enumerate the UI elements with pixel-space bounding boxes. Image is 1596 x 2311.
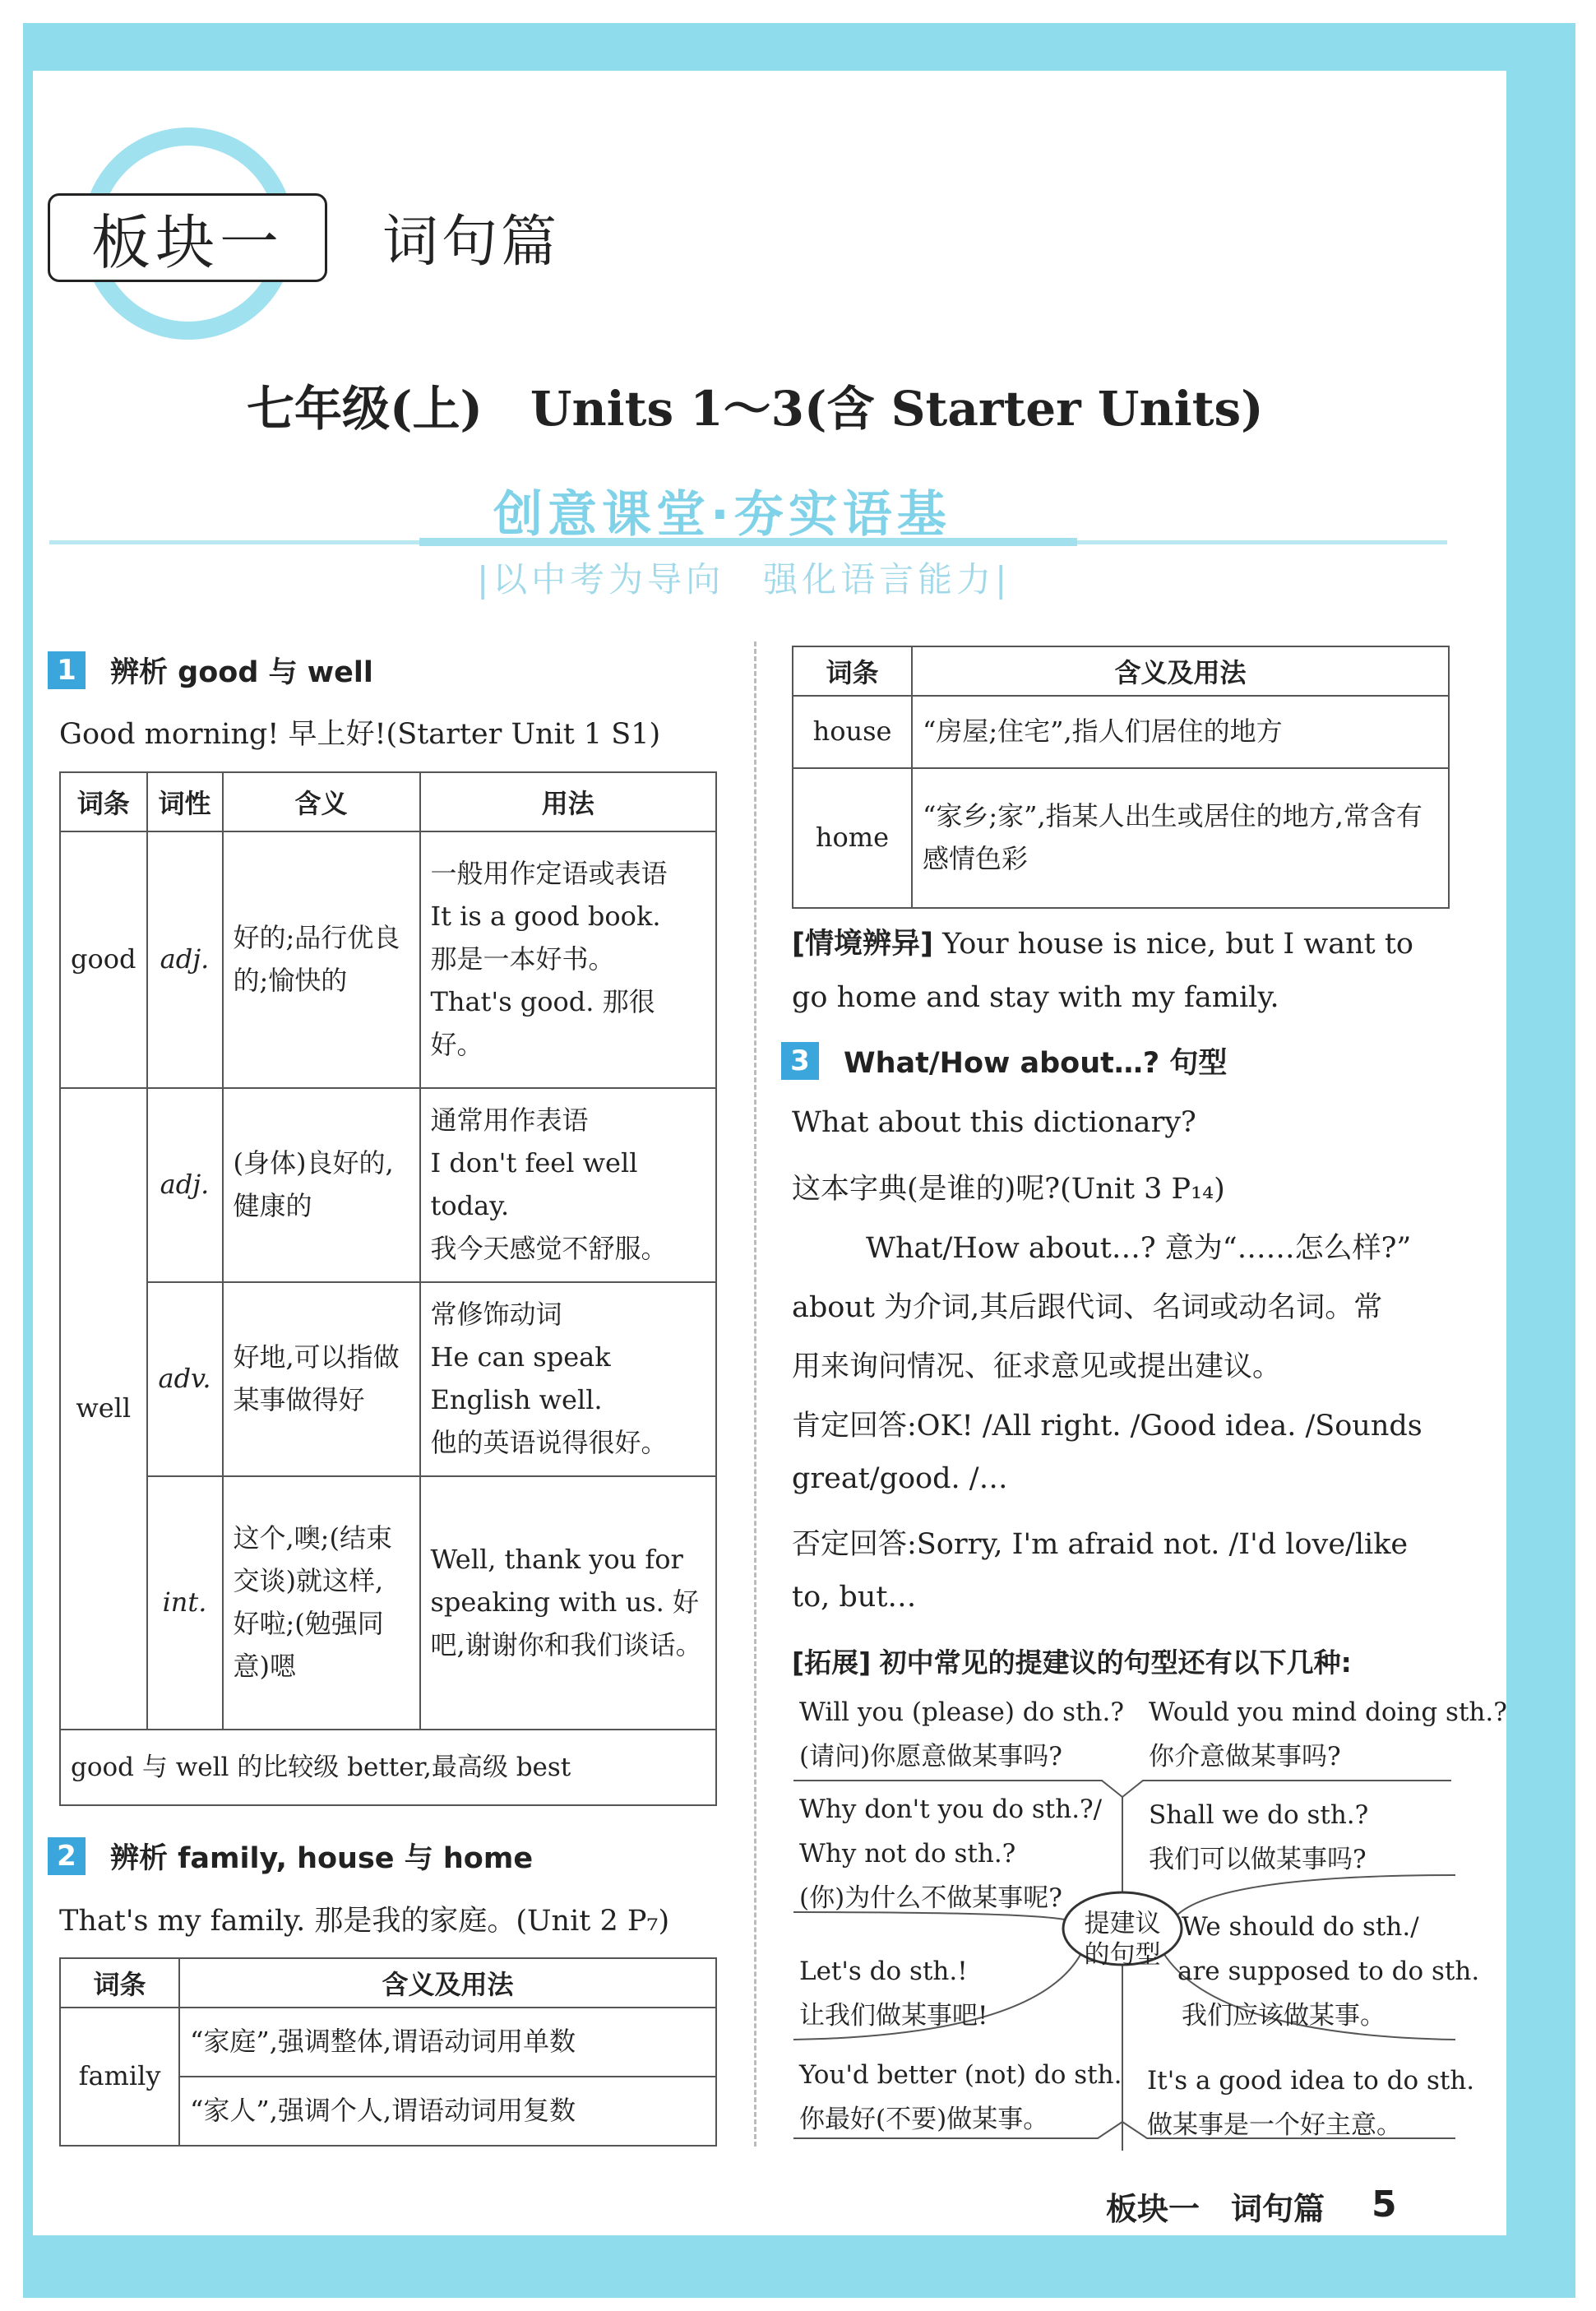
usage-line: It is a good book. xyxy=(430,901,661,933)
explain-line: 用来询问情况、征求意见或提出建议。 xyxy=(792,1350,1282,1383)
usage-line: 我今天感觉不舒服。 xyxy=(430,1232,668,1264)
context-line-1 xyxy=(792,921,1413,962)
context-text: Your house is nice, but I want to xyxy=(942,928,1413,961)
usage-cell: Well, thank you for speaking with us. 好吧,谢谢你和我们谈话。 xyxy=(420,1476,717,1730)
section-1-example: Good morning! 早上好!(Starter Unit 1 S1) xyxy=(59,718,661,751)
usage-cell xyxy=(420,1282,717,1476)
section-2-title: 辨析 family, house 与 home xyxy=(110,1842,534,1875)
meaning-cell: 好地,可以指做某事做得好 xyxy=(223,1282,420,1476)
good-well-table xyxy=(59,771,717,1806)
family-table xyxy=(59,1957,717,2147)
section-3-heading xyxy=(781,1040,1227,1081)
explain-line: to, but… xyxy=(792,1581,917,1614)
usage-line: 那是一本好书。 xyxy=(430,943,615,975)
usage-cell: “房屋;住宅”,指人们居住的地方 xyxy=(912,696,1449,768)
header-cell: 含义 xyxy=(223,772,420,831)
pattern-cn: (请问)你愿意做某事吗? xyxy=(799,1742,1062,1771)
usage-line: I don't feel well today. xyxy=(430,1147,638,1221)
section-1-title: 辨析 good 与 well xyxy=(110,656,373,689)
pattern-en: Why not do sth.? xyxy=(799,1839,1016,1869)
footer-label: 板块一 词句篇 xyxy=(1106,2191,1325,2227)
header-cell: 词条 xyxy=(60,772,147,831)
meaning-cell: (身体)良好的,健康的 xyxy=(223,1088,420,1282)
pattern-cn: 你最好(不要)做某事。 xyxy=(799,2105,1049,2134)
pos-cell: adv. xyxy=(147,1282,223,1476)
usage-line: He can speak English well. xyxy=(430,1341,611,1415)
pattern-en: Would you mind doing sth.? xyxy=(1149,1697,1507,1727)
section-number: 2 xyxy=(48,1837,86,1875)
usage-line: 通常用作表语 xyxy=(430,1105,589,1137)
context-label: [情境辨异] xyxy=(792,928,933,961)
pattern-en: Will you (please) do sth.? xyxy=(799,1697,1124,1727)
usage-cell xyxy=(420,1088,717,1282)
explain-line: 肯定回答:OK! /All right. /Good idea. /Sounds xyxy=(792,1410,1423,1443)
header-cell: 含义及用法 xyxy=(912,646,1449,696)
pattern-en: It's a good idea to do sth. xyxy=(1147,2066,1475,2096)
header-cell: 用法 xyxy=(420,772,717,831)
house-home-table xyxy=(792,646,1450,909)
column-divider xyxy=(754,641,756,2147)
explain-line: great/good. /… xyxy=(792,1462,1008,1495)
usage-cell: “家人”,强调个人,谓语动词用复数 xyxy=(179,2077,716,2146)
banner-subtitle: |以中考为导向 强化语言能力| xyxy=(477,559,1011,600)
usage-line: 他的英语说得很好。 xyxy=(430,1426,668,1458)
section-3-example-cn: 这本字典(是谁的)呢?(Unit 3 P₁₄) xyxy=(792,1173,1225,1206)
left-border-stripe xyxy=(23,23,33,2298)
explain-line: What/How about…? 意为“……怎么样?” xyxy=(866,1232,1412,1265)
pattern-en: Why don't you do sth.?/ xyxy=(799,1795,1103,1824)
bottom-border-stripe xyxy=(23,2235,1575,2298)
context-line-2: go home and stay with my family. xyxy=(792,981,1279,1014)
header-cell: 含义及用法 xyxy=(179,1958,716,2008)
section-number: 3 xyxy=(781,1042,819,1080)
explain-line: 否定回答:Sorry, I'm afraid not. /I'd love/like xyxy=(792,1528,1409,1561)
page-number: 5 xyxy=(1372,2184,1397,2225)
section-2-example: That's my family. 那是我的家庭。(Unit 2 P₇) xyxy=(59,1905,670,1938)
explain-line: about 为介词,其后跟代词、名词或动名词。常 xyxy=(792,1291,1383,1324)
right-border-stripe xyxy=(1506,23,1575,2235)
meaning-cell: 好的;品行优良的;愉快的 xyxy=(223,831,420,1088)
pattern-en: are supposed to do sth. xyxy=(1177,1957,1480,1986)
comparison-note: good 与 well 的比较级 better,最高级 best xyxy=(60,1730,716,1805)
word-cell: family xyxy=(60,2008,179,2146)
meaning-cell: 这个,噢;(结束交谈)就这样,好啦;(勉强同意)嗯 xyxy=(223,1476,420,1730)
header-cell: 词性 xyxy=(147,772,223,831)
pattern-cn: 你介意做某事吗? xyxy=(1149,1742,1341,1771)
usage-cell xyxy=(420,831,717,1088)
section-number: 1 xyxy=(48,651,86,689)
banner-title: 创意课堂·夯实语基 xyxy=(493,486,951,544)
pattern-en: Let's do sth.! xyxy=(799,1957,968,1986)
section-2-heading xyxy=(48,1836,533,1877)
page-title: 七年级(上) Units 1～3(含 Starter Units) xyxy=(247,381,1264,437)
word-cell: home xyxy=(793,768,912,908)
usage-line: That's good. 那很好。 xyxy=(430,985,655,1060)
word-cell: good xyxy=(60,831,147,1088)
extension-line xyxy=(792,1642,1352,1680)
extension-label: [拓展] xyxy=(792,1646,872,1679)
word-cell: well xyxy=(60,1088,147,1730)
pattern-en: You'd better (not) do sth. xyxy=(799,2060,1122,2090)
mindmap-center: 提建议的句型 xyxy=(1084,1909,1161,1970)
pattern-en: Shall we do sth.? xyxy=(1149,1800,1369,1830)
pattern-cn: 让我们做某事吧! xyxy=(799,2001,988,2031)
header-cell: 词条 xyxy=(793,646,912,696)
pattern-cn: 我们可以做某事吗? xyxy=(1149,1845,1367,1874)
extension-text: 初中常见的提建议的句型还有以下几种: xyxy=(879,1646,1352,1679)
usage-line: 一般用作定语或表语 xyxy=(430,858,668,890)
section-3-example-en: What about this dictionary? xyxy=(792,1106,1196,1139)
pattern-cn: 我们应该做某事。 xyxy=(1182,2001,1386,2031)
pos-cell: adj. xyxy=(147,1088,223,1282)
section-1-heading xyxy=(48,650,373,691)
header-cell: 词条 xyxy=(60,1958,179,2008)
section-title: 词句篇 xyxy=(382,210,561,275)
usage-cell: “家庭”,强调整体,谓语动词用单数 xyxy=(179,2008,716,2077)
pattern-en: We should do sth./ xyxy=(1182,1912,1419,1942)
section-label: 板块一 xyxy=(48,193,327,282)
usage-cell: “家乡;家”,指某人出生或居住的地方,常含有感情色彩 xyxy=(912,768,1449,908)
section-3-title: What/How about…? 句型 xyxy=(844,1047,1228,1080)
pattern-cn: (你)为什么不做某事呢? xyxy=(799,1883,1062,1913)
pos-cell: int. xyxy=(147,1476,223,1730)
pos-cell: adj. xyxy=(147,831,223,1088)
pattern-cn: 做某事是一个好主意。 xyxy=(1147,2110,1402,2140)
word-cell: house xyxy=(793,696,912,768)
usage-line: 常修饰动词 xyxy=(430,1299,562,1331)
top-border-stripe xyxy=(23,23,1575,71)
